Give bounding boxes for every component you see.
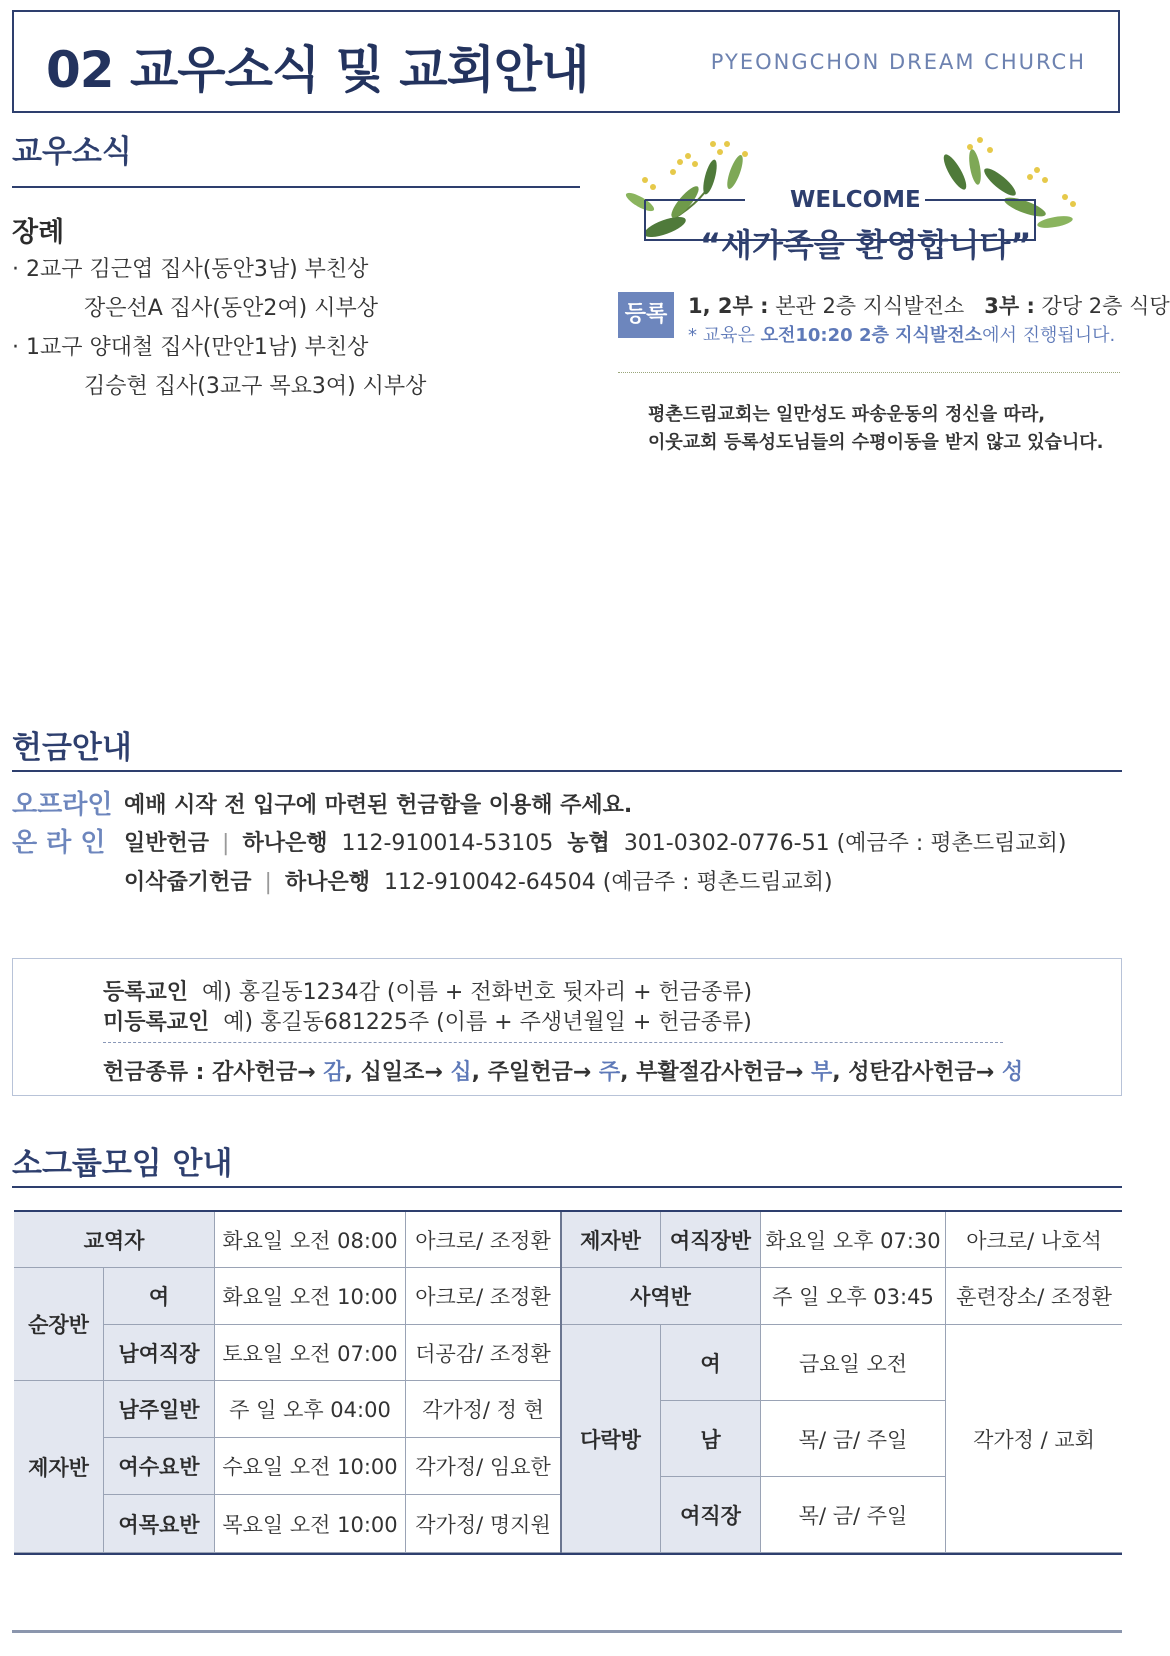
registered-label: 등록교인 — [103, 980, 189, 1005]
rice-offering-label: 이삭줍기헌금 — [124, 870, 252, 895]
group-cell: 주 일 오후 03:45 — [761, 1268, 946, 1325]
separator: | — [264, 870, 272, 895]
group-cell: 주 일 오후 04:00 — [215, 1381, 406, 1438]
group-cell: 남 — [661, 1401, 761, 1477]
funeral-line-2: 장은선A 집사(동안2여) 시부상 — [84, 296, 378, 321]
hana-account-1: 112-910014-53105 — [341, 831, 554, 856]
kind-code: 부 — [810, 1060, 833, 1085]
group-cell: 여직장반 — [661, 1212, 761, 1268]
hana-account-2: 112-910042-64504 (예금주 : 평촌드림교회) — [383, 870, 833, 895]
unregistered-guide — [103, 1005, 752, 1036]
page-title: 02 교우소식 및 교회안내 — [46, 41, 589, 99]
kind-code: 성 — [1001, 1060, 1024, 1085]
nh-account: 301-0302-0776-51 (예금주 : 평촌드림교회) — [623, 831, 1067, 856]
separator: | — [222, 831, 230, 856]
group-cell: 여목요반 — [104, 1495, 215, 1553]
group-cell: 목/ 금/ 주일 — [761, 1401, 946, 1477]
service-3-label: 3부 : — [984, 294, 1035, 318]
offline-text: 예배 시작 전 입구에 마련된 헌금함을 이용해 주세요. — [124, 793, 633, 818]
group-cell: 각가정/ 정 현 — [406, 1381, 561, 1438]
education-note-time: 오전10:20 2층 지식발전소 — [760, 325, 983, 346]
group-cell: 더공감/ 조정환 — [406, 1325, 561, 1381]
group-cell: 순장반 — [14, 1268, 104, 1381]
kind-name: 감사헌금 — [212, 1060, 298, 1085]
hana-bank-label: 하나은행 — [242, 831, 328, 856]
register-location — [688, 290, 1170, 320]
group-cell: 목요일 오전 10:00 — [215, 1495, 406, 1553]
nh-bank-label: 농협 — [567, 831, 610, 856]
group-cell: 토요일 오전 07:00 — [215, 1325, 406, 1381]
kind-name: 십일조 — [360, 1060, 425, 1085]
footer-rule — [12, 1630, 1122, 1633]
group-cell: 훈련장소/ 조정환 — [946, 1268, 1122, 1325]
group-cell: 여직장 — [661, 1477, 761, 1553]
funeral-line-4: 김승현 집사(3교구 목요3여) 시부상 — [84, 374, 427, 399]
group-cell: 다락방 — [561, 1325, 661, 1553]
unregistered-label: 미등록교인 — [103, 1010, 210, 1035]
offering-kinds-label: 헌금종류 : — [103, 1060, 205, 1085]
block-divider — [560, 1212, 562, 1553]
offline-label: 오프라인 — [12, 790, 113, 820]
group-cell: 금요일 오전 — [761, 1325, 946, 1401]
groups-section-title: 소그룹모임 안내 — [12, 1146, 233, 1182]
group-cell: 화요일 오전 10:00 — [215, 1268, 406, 1325]
service-12-place: 본관 2층 지식발전소 — [775, 294, 965, 318]
kind-code: 감 — [323, 1060, 345, 1085]
kind-name: 주일헌금 — [487, 1060, 573, 1085]
group-cell: 각가정/ 명지원 — [406, 1495, 561, 1553]
kind-code: 주 — [598, 1060, 621, 1085]
kind-name: 부활절감사헌금 — [636, 1060, 785, 1085]
group-cell: 남주일반 — [104, 1381, 215, 1438]
group-cell: 화요일 오전 08:00 — [215, 1212, 406, 1268]
registered-example: 예) 홍길동1234감 (이름 + 전화번호 뒷자리 + 헌금종류) — [202, 980, 753, 1005]
group-cell: 남여직장 — [104, 1325, 215, 1381]
group-cell: 여 — [104, 1268, 215, 1325]
page-header — [12, 10, 1120, 113]
offering-divider — [12, 770, 1122, 772]
service-3-place: 강당 2층 식당 — [1041, 294, 1170, 318]
small-group-table — [14, 1210, 1122, 1555]
hana-bank-label: 하나은행 — [284, 870, 370, 895]
unregistered-example: 예) 홍길동681225주 (이름 + 주생년월일 + 헌금종류) — [223, 1010, 752, 1035]
guide-dashed-divider — [103, 1042, 1003, 1043]
offering-section-title: 헌금안내 — [12, 730, 132, 766]
group-cell: 목/ 금/ 주일 — [761, 1477, 946, 1553]
general-offering-label: 일반헌금 — [124, 831, 210, 856]
groups-divider — [12, 1186, 1122, 1188]
group-cell: 교역자 — [14, 1212, 215, 1268]
online-account-line-1 — [124, 826, 1066, 857]
right-leaves-icon — [940, 137, 1076, 230]
church-name: PYEONGCHON DREAM CHURCH — [710, 50, 1086, 74]
group-cell: 화요일 오후 07:30 — [761, 1212, 946, 1268]
funeral-line-1: · 2교구 김근엽 집사(동안3남) 부친상 — [12, 257, 369, 282]
news-section-title: 교우소식 — [12, 134, 132, 170]
register-badge: 등록 — [618, 292, 674, 338]
group-cell: 여수요반 — [104, 1438, 215, 1495]
service-12-label: 1, 2부 : — [688, 294, 769, 318]
group-cell: 제자반 — [561, 1212, 661, 1268]
welcome-message: “새가족을 환영합니다” — [700, 226, 1032, 264]
offering-name-guide-box — [12, 958, 1122, 1096]
news-divider — [12, 186, 580, 188]
policy-notice-2: 이웃교회 등록성도님들의 수평이동을 받지 않고 있습니다. — [648, 432, 1104, 453]
group-cell: 사역반 — [561, 1268, 761, 1325]
group-cell: 아크로/ 나호석 — [946, 1212, 1122, 1268]
online-account-line-2 — [124, 865, 833, 896]
funeral-title: 장례 — [12, 217, 65, 248]
group-cell: 각가정 / 교회 — [946, 1325, 1122, 1553]
policy-notice-1: 평촌드림교회는 일만성도 파송운동의 정신을 따라, — [648, 404, 1046, 425]
offering-kinds: 헌금종류 : 감사헌금→ 감, 십일조→ 십, 주일헌금→ 주, 부활절감사헌금→ 부, 성탄감사헌금→ 성 — [103, 1060, 1024, 1085]
welcome-dotted-divider — [618, 372, 1120, 373]
welcome-word: WELCOME — [790, 187, 921, 213]
group-cell: 제자반 — [14, 1381, 104, 1553]
online-label: 온 라 인 — [12, 828, 106, 858]
education-note-prefix: * 교육은 — [688, 325, 761, 346]
kind-name: 성탄감사헌금 — [848, 1060, 976, 1085]
table-bottom-border — [14, 1553, 1122, 1555]
group-cell: 아크로/ 조정환 — [406, 1212, 561, 1268]
group-cell: 아크로/ 조정환 — [406, 1268, 561, 1325]
group-cell: 각가정/ 임요한 — [406, 1438, 561, 1495]
group-cell: 여 — [661, 1325, 761, 1401]
group-cell: 수요일 오전 10:00 — [215, 1438, 406, 1495]
education-note — [688, 321, 1115, 347]
kind-code: 십 — [450, 1060, 472, 1085]
education-note-suffix: 에서 진행됩니다. — [982, 325, 1116, 346]
registered-guide — [103, 975, 752, 1006]
funeral-line-3: · 1교구 양대철 집사(만안1남) 부친상 — [12, 335, 369, 360]
